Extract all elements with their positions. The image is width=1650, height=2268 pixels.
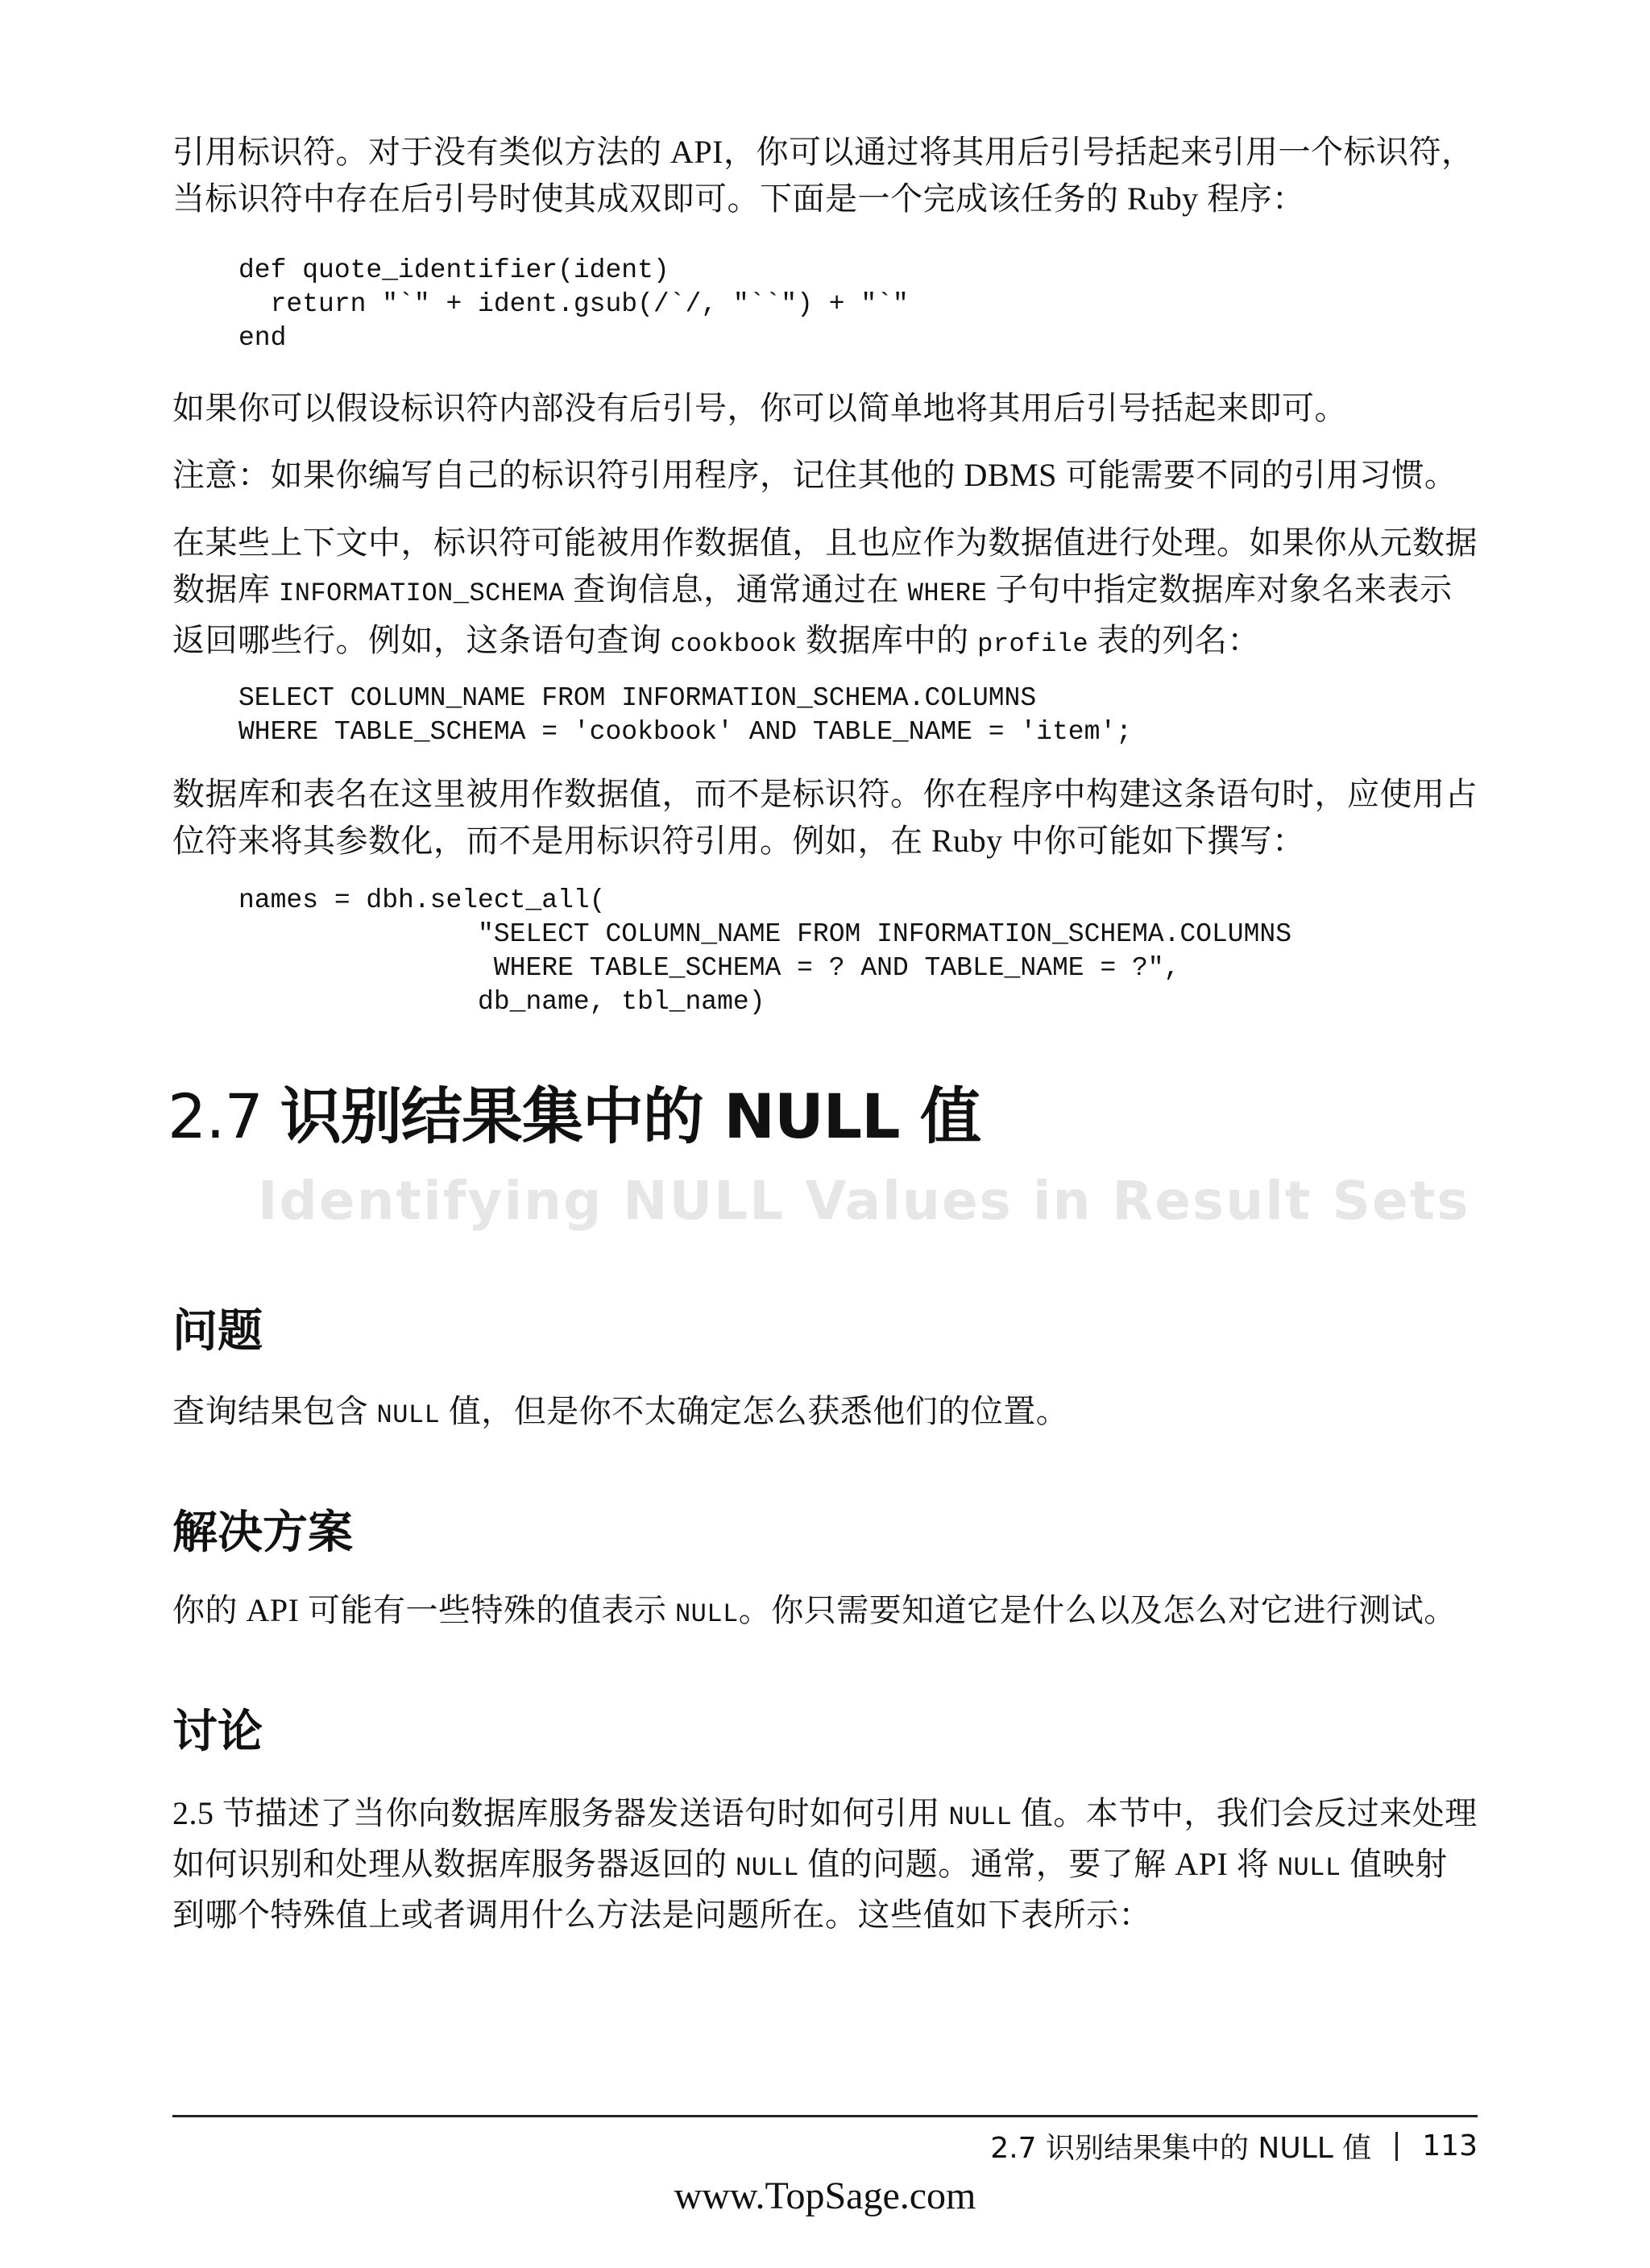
paragraph-no-backticks: 如果你可以假设标识符内部没有后引号，你可以简单地将其用后引号括起来即可。 [172, 390, 1347, 426]
paragraph-solution [172, 1587, 1478, 1638]
footer-url: www.TopSage.com [674, 2175, 976, 2217]
section-title [168, 1068, 980, 1155]
paragraph-placeholders: 数据库和表名在这里被用作数据值，而不是标识符。你在程序中构建这条语句时，应使用占位符来将其参数化，而不是用标识符引用。例如，在 Ruby 中你可能如下撰写： [172, 776, 1478, 859]
subhead-solution: 解决方案 [172, 1507, 353, 1559]
text-run: 。你只需要知道它是什么以及怎么对它进行测试。 [738, 1592, 1457, 1628]
text-run: 你的 API 可能有一些特殊的值表示 [172, 1592, 675, 1628]
code-block-sql-select: SELECT COLUMN_NAME FROM INFORMATION_SCHEMA.COLUMNS WHERE TABLE_SCHEMA = 'cookbook' AND TABLE_NAME = 'item'; [238, 683, 1132, 747]
text-run: 表的列名： [1088, 622, 1261, 658]
footer-rule [172, 2115, 1478, 2117]
inline-code-cookbook: cookbook [670, 629, 798, 659]
code-block-ruby-quote: def quote_identifier(ident) return "`" + ident.gsub(/`/, "``") + "`" end [238, 255, 909, 353]
inline-code-null: NULL [1277, 1853, 1341, 1883]
subhead-problem: 问题 [172, 1305, 263, 1358]
section-subtitle-english: Identifying NULL Values in Result Sets [258, 1170, 1470, 1232]
inline-code-information-schema: INFORMATION_SCHEMA [279, 578, 565, 608]
text-run: 数据库中的 [797, 622, 978, 658]
paragraph-quote-identifier: 引用标识符。对于没有类似方法的 API，你可以通过将其用后引号括起来引用一个标识符，当标识符中存在后引号时使其成双即可。下面是一个完成该任务的 Ruby 程序： [172, 134, 1474, 217]
text-run: 子句中指定数据库对象名来表示返回哪些行。例如，这条语句查询 [172, 571, 1453, 658]
paragraph-discussion [172, 1790, 1478, 1938]
inline-code-profile: profile [977, 629, 1089, 659]
paragraph-problem [172, 1388, 1478, 1439]
text-run: 值的问题。通常，要了解 API 将 [798, 1846, 1278, 1882]
section-title-text: 识别结果集中的 NULL 值 [280, 1080, 980, 1152]
inline-code-where: WHERE [907, 578, 988, 608]
page-number: 113 [1422, 2129, 1478, 2162]
inline-code-null: NULL [736, 1853, 799, 1883]
text-run: 在某些上下文中，标识符可能被用作数据值，且也应作为数据值进行处理。如果你从元数据数据库 [172, 525, 1478, 607]
footer-section-title: 2.7 识别结果集中的 NULL 值 [990, 2132, 1372, 2165]
paragraph-data-values [172, 520, 1478, 668]
inline-code-null: NULL [674, 1599, 739, 1629]
inline-code-null: NULL [948, 1802, 1013, 1832]
text-run: 值。本节中，我们会反过来处理如何识别和处理从数据库服务器返回的 [172, 1795, 1478, 1882]
text-run: 2.5 节描述了当你向数据库服务器发送语句时如何引用 [172, 1795, 949, 1831]
subhead-discussion: 讨论 [172, 1706, 263, 1758]
text-run: 值映射到哪个特殊值上或者调用什么方法是问题所在。这些值如下表所示： [172, 1846, 1448, 1933]
text-run: 查询信息，通常通过在 [564, 571, 908, 607]
text-run: 值，但是你不太确定怎么获悉他们的位置。 [440, 1393, 1069, 1429]
inline-code-null: NULL [376, 1400, 441, 1430]
code-block-ruby-select-all: names = dbh.select_all( "SELECT COLUMN_NAME FROM INFORMATION_SCHEMA.COLUMNS WHERE TABLE_SCHEMA = ? AND TABLE_NAME = ?", db_name, tbl_name) [238, 885, 1292, 1017]
text-run: 查询结果包含 [172, 1393, 377, 1429]
footer-separator [1395, 2132, 1398, 2161]
paragraph-note: 注意：如果你编写自己的标识符引用程序，记住其他的 DBMS 可能需要不同的引用习惯。 [172, 457, 1457, 493]
footer-running-head [990, 2125, 1478, 2166]
section-number: 2.7 [168, 1080, 263, 1152]
